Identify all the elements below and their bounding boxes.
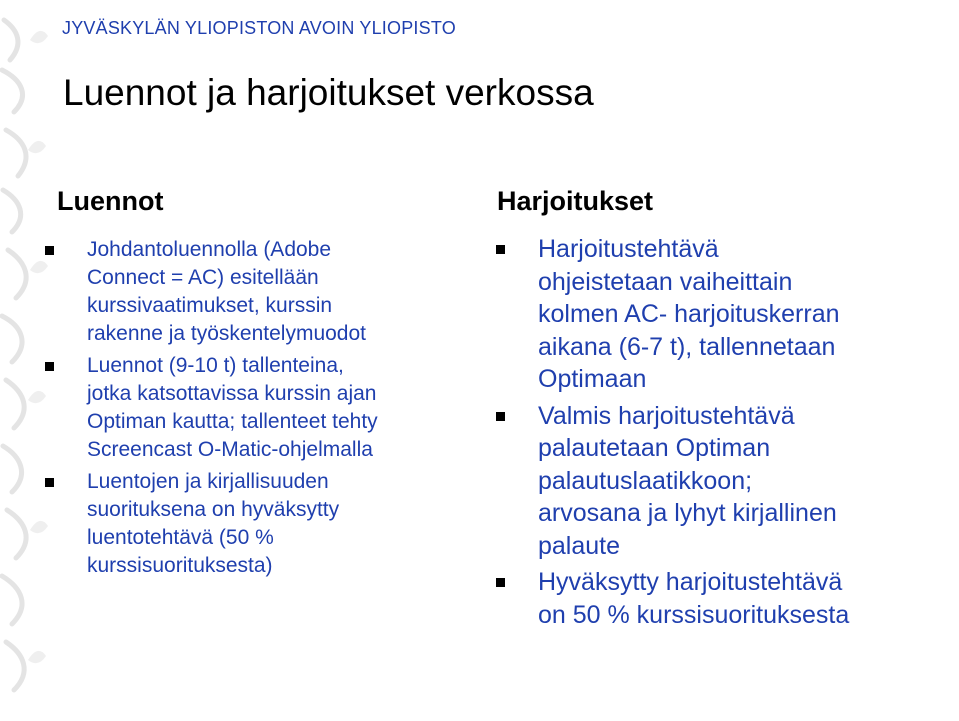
bullet-item bbox=[45, 352, 465, 464]
bullet-text-line: Optimaan bbox=[538, 365, 647, 393]
bullet-text-line: Harjoitustehtävä bbox=[538, 235, 719, 263]
bullet-text-line: Screencast O-Matic-ohjelmalla bbox=[87, 438, 373, 461]
bullet-text-line: ohjeistetaan vaiheittain bbox=[538, 267, 793, 296]
bullet-text-line: Valmis harjoitustehtävä bbox=[538, 401, 795, 430]
bullet-text-line: suorituksena on hyväksytty bbox=[87, 498, 340, 521]
bullet-item bbox=[45, 236, 465, 348]
square-bullet-icon bbox=[45, 362, 54, 371]
lectures-bullet-list bbox=[45, 236, 465, 584]
lectures-heading: Luennot bbox=[57, 186, 164, 216]
bullet-text-line: Hyväksytty harjoitustehtävä bbox=[538, 568, 843, 596]
bullet-text-line: luentotehtävä (50 % bbox=[87, 526, 274, 549]
bullet-text-line: Johdantoluennolla (Adobe bbox=[87, 238, 332, 261]
bullet-item bbox=[496, 566, 926, 631]
bullet-text-line: rakenne ja työskentelymuodot bbox=[87, 322, 366, 345]
bullet-text-line: on 50 % kurssisuorituksesta bbox=[538, 600, 850, 629]
bullet-text-line: palautuslaatikkoon; bbox=[538, 466, 753, 495]
bullet-text-line: kurssisuorituksesta) bbox=[87, 554, 273, 577]
bullet-text-line: aikana (6-7 t), tallennetaan bbox=[538, 332, 836, 361]
bullet-text-line: palautetaan Optiman bbox=[538, 434, 771, 462]
bullet-text-line: Connect = AC) esitellään bbox=[87, 266, 319, 289]
bullet-item bbox=[496, 400, 926, 563]
bullet-text-line: Optiman kautta; tallenteet tehty bbox=[87, 410, 378, 433]
bullet-text-line: Luentojen ja kirjallisuuden bbox=[87, 470, 329, 493]
bullet-text-line: kolmen AC- harjoituskerran bbox=[538, 300, 840, 328]
square-bullet-icon bbox=[496, 578, 505, 587]
bullet-text-line: arvosana ja lyhyt kirjallinen bbox=[538, 499, 837, 527]
exercises-heading: Harjoitukset bbox=[497, 186, 654, 216]
bullet-item bbox=[45, 468, 465, 580]
square-bullet-icon bbox=[496, 412, 505, 421]
square-bullet-icon bbox=[45, 246, 54, 255]
bullet-item bbox=[496, 233, 926, 396]
bullet-text-line: Luennot (9-10 t) tallenteina, bbox=[87, 354, 344, 377]
bullet-text-line: jotka katsottavissa kurssin ajan bbox=[87, 382, 377, 405]
square-bullet-icon bbox=[45, 478, 54, 487]
bullet-text-line: palaute bbox=[538, 531, 621, 560]
slide-title: Luennot ja harjoitukset verkossa bbox=[63, 72, 594, 113]
exercises-bullet-list bbox=[496, 233, 926, 635]
square-bullet-icon bbox=[496, 245, 505, 254]
organization-header: JYVÄSKYLÄN YLIOPISTON AVOIN YLIOPISTO bbox=[62, 18, 456, 38]
bullet-text-line: kurssivaatimukset, kurssin bbox=[87, 294, 333, 317]
